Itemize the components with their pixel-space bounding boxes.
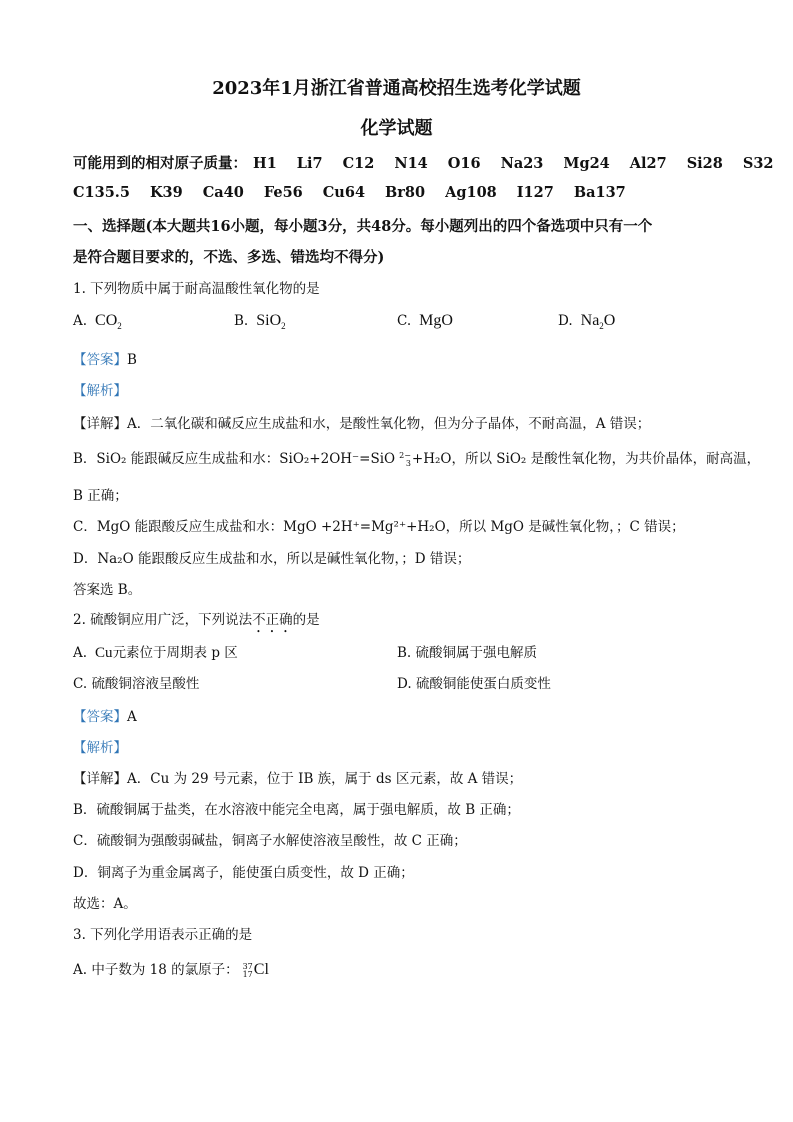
- option-formula: MgO: [419, 312, 453, 329]
- q1-detail-line-5: D．Na₂O 能跟酸反应生成盐和水，所以是碱性氧化物，；D 错误；: [73, 551, 471, 567]
- sulfite-charge: 2− 3: [399, 450, 411, 468]
- answer-value: A: [127, 709, 137, 725]
- q1-detail-line-1: 【详解】A．二氧化碳和碱反应生成盐和水，是酸性氧化物，但为分子晶体，不耐高温，A 错误；: [73, 416, 651, 432]
- q2-detail-line-2: B．硫酸铜属于盐类，在水溶液中能完全电离，属于强电解质，故 B 正确；: [73, 802, 520, 818]
- option-letter: D.: [397, 676, 412, 692]
- q1-option-c: [397, 312, 453, 330]
- mass-item: O16: [447, 155, 481, 172]
- mass-item: Ag108: [445, 184, 497, 201]
- option-formula: $CO_2$: [95, 312, 122, 332]
- q2-detail-line-4: D．铜离子为重金属离子，能使蛋白质变性，故 D 正确；: [73, 865, 414, 881]
- option-text: 硫酸铜溶液呈酸性: [91, 676, 200, 692]
- exam-title: 2023年1月浙江省普通高校招生选考化学试题: [212, 78, 581, 99]
- q1-analysis-tag: 【解析】: [73, 383, 127, 399]
- atomic-mass-row-2: [73, 184, 646, 201]
- option-letter: A.: [73, 645, 88, 661]
- option-letter: C.: [397, 313, 412, 329]
- q2-answer: [73, 705, 137, 725]
- option-letter: B.: [234, 313, 249, 329]
- option-text: 硫酸铜能使蛋白质变性: [415, 676, 551, 692]
- q2-detail-line-3: C．硫酸铜为强酸弱碱盐，铜离子水解使溶液呈酸性，故 C 正确；: [73, 833, 467, 849]
- section-heading-line-1: 一、选择题(本大题共16小题，每小题3分，共48分。每小题列出的四个备选项中只有一个: [73, 218, 653, 235]
- q1-answer: [73, 348, 137, 368]
- atomic-mass-label: 可能用到的相对原子质量：: [73, 155, 247, 172]
- mass-item: K39: [149, 184, 183, 201]
- mass-item: Mg24: [563, 155, 610, 172]
- q2-analysis-tag: 【解析】: [73, 740, 127, 756]
- option-letter: D.: [558, 313, 573, 329]
- q1-detail-line-4: C．MgO 能跟酸反应生成盐和水：MgO +2H⁺=Mg²⁺+H₂O，所以 MgO 是碱性氧化物，；C 错误；: [73, 519, 685, 535]
- mass-item: C12: [342, 155, 375, 172]
- option-text: A. 中子数为 18 的氯原子：: [73, 962, 239, 978]
- option-letter: A.: [73, 313, 88, 329]
- q1-detail-line-2: B．SiO₂ 能跟碱反应生成盐和水：SiO₂+2OH⁻=SiO 2− 3+H₂O，所以 SiO₂ 是酸性氧化物，为共价晶体，耐高温，: [73, 450, 761, 468]
- mass-item: I127: [516, 184, 554, 201]
- answer-value: B: [127, 352, 137, 368]
- q1-option-d: [558, 312, 615, 331]
- option-letter: C.: [73, 676, 88, 692]
- mass-item: Li7: [296, 155, 323, 172]
- mass-item: Si28: [686, 155, 723, 172]
- question-2-stem: 2. 硫酸铜应用广泛，下列说法不正确的是: [73, 612, 320, 628]
- answer-tag: 【答案】: [73, 709, 127, 725]
- q3-option-a: [73, 958, 269, 979]
- atomic-mass-row-1: [73, 152, 774, 173]
- nuclide-numbers: 37 17: [242, 961, 253, 979]
- mass-item: Br80: [385, 184, 426, 201]
- mass-item: Ca40: [202, 184, 244, 201]
- option-formula: SiO$_2$: [256, 312, 286, 332]
- question-1-stem: 1. 下列物质中属于耐高温酸性氧化物的是: [73, 281, 320, 297]
- mass-item: Fe56: [263, 184, 303, 201]
- q2-detail-line-1: 【详解】A．Cu 为 29 号元素，位于 IB 族，属于 ds 区元素，故 A 错误；: [73, 771, 523, 787]
- q2-option-a: [73, 641, 238, 662]
- q2-option-d: [397, 672, 551, 692]
- option-text: 元素位于周期表 p 区: [112, 645, 238, 661]
- mass-item: H1: [253, 155, 277, 172]
- mass-item: Al27: [629, 155, 667, 172]
- q1-option-b: [234, 312, 286, 331]
- q1-detail-line-3: B 正确；: [73, 488, 128, 504]
- mass-item: Ba137: [573, 184, 626, 201]
- mass-item: S32: [742, 155, 774, 172]
- question-3-stem: 3. 下列化学用语表示正确的是: [73, 927, 253, 943]
- nuclide-symbol: Cl: [253, 961, 269, 978]
- q2-option-b: [397, 641, 537, 661]
- mass-item: Na23: [500, 155, 544, 172]
- mass-item: N14: [394, 155, 428, 172]
- option-text: 硫酸铜属于强电解质: [415, 645, 538, 661]
- option-formula: $Na_2O$: [580, 312, 616, 332]
- option-formula: Cu: [95, 645, 113, 661]
- exam-subtitle: 化学试题: [360, 118, 433, 139]
- answer-tag: 【答案】: [73, 352, 127, 368]
- section-heading-line-2: 是符合题目要求的，不选、多选、错选均不得分): [73, 249, 385, 266]
- option-letter: B.: [397, 645, 412, 661]
- q1-conclusion: 答案选 B。: [73, 582, 142, 598]
- mass-item: C135.5: [73, 184, 130, 201]
- mass-item: Cu64: [322, 184, 366, 201]
- q1-option-a: [73, 312, 122, 331]
- emphasis-not-correct: 不正确: [252, 612, 293, 628]
- q2-conclusion: 故选：A。: [73, 896, 137, 912]
- q2-option-c: [73, 672, 199, 692]
